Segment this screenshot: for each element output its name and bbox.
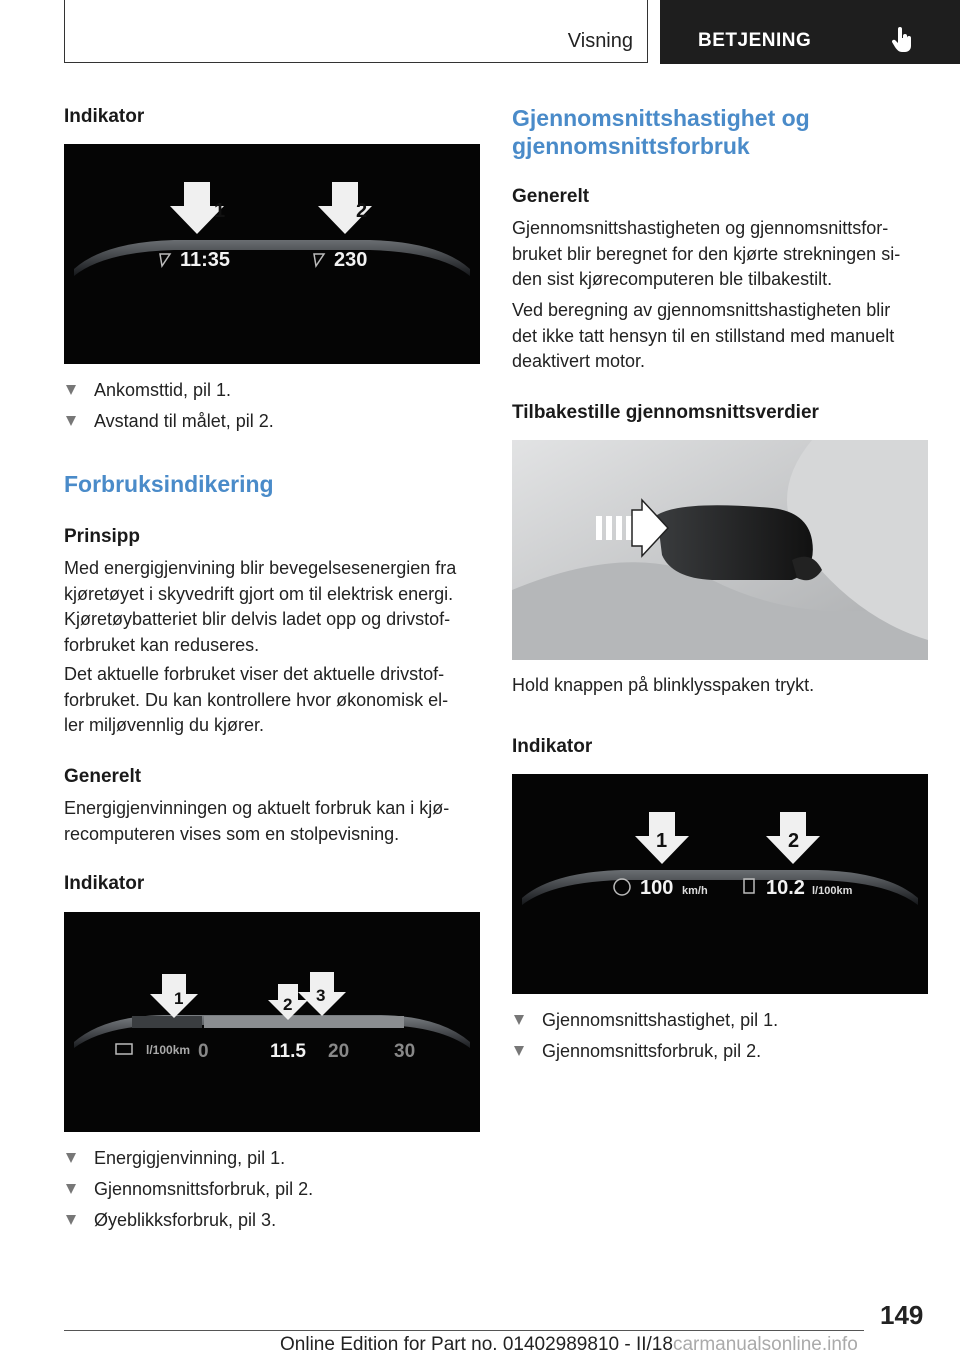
fig2-tick-0: 0: [198, 1041, 209, 1062]
figure-lever-graphic: [512, 440, 928, 660]
figure-arrival-distance-graphic: [64, 144, 480, 364]
list-item: Øyeblikksforbruk, pil 3.: [64, 1208, 276, 1233]
heading-tilbakestille: Tilbakestille gjennomsnittsverdier: [512, 402, 819, 423]
list-item: Gjennomsnittshastighet, pil 1.: [512, 1008, 778, 1033]
fig1-distance: 230: [334, 249, 368, 271]
fig2-arrow1-label: 1: [174, 989, 184, 1008]
fig4-consumption: 10.2: [766, 877, 805, 899]
figure-consumption-graphic: [64, 912, 480, 1132]
consumption-bar: [204, 1016, 404, 1028]
page-number: 149: [880, 1300, 924, 1330]
list-item: Gjennomsnittsforbruk, pil 2.: [64, 1177, 313, 1202]
heading-generelt-right: Generelt: [512, 186, 590, 207]
page-header: [64, 0, 960, 64]
paragraph-generelt-right-2: Ved beregning av gjennomsnittshastigheten blir det ikke tatt hensyn til en stillstand med manuelt deaktivert motor.: [512, 300, 895, 371]
fig1-arrow1-label: 1: [214, 200, 226, 222]
speedometer-icon: [614, 879, 630, 895]
heading-prinsipp: Prinsipp: [64, 526, 141, 547]
fig2-arrow3-label: 3: [316, 986, 326, 1005]
heading-generelt-left: Generelt: [64, 766, 142, 787]
paragraph-generelt-right-1: Gjennomsnittshastigheten og gjennomsnittsfor‐ bruket blir beregnet for den kjørte strekningen si‐ den sist kjørecomputeren ble tilbakestilt.: [512, 218, 901, 289]
fuel-pump-icon: [744, 879, 754, 893]
list-item: Ankomsttid, pil 1.: [64, 378, 231, 403]
hand-pointer-icon: [892, 27, 914, 53]
footer-edition: [280, 1334, 858, 1356]
flag-icon: [160, 254, 170, 266]
fig2-arrow2-label: 2: [283, 995, 293, 1014]
section-title-forbruksindikering: Forbruksindikering: [64, 471, 274, 497]
paragraph-aktuelle: Det aktuelle forbruket viser det aktuelle drivstof‐ forbruket. Du kan kontrollere hvor økonomisk el‐ ler miljøvennlig du kjører.: [64, 664, 449, 735]
figure-arrival-distance: [64, 144, 480, 364]
triangle-bullet-icon: [66, 1215, 76, 1225]
list-item: Gjennomsnittsforbruk, pil 2.: [512, 1039, 761, 1064]
triangle-bullet-icon: [66, 1153, 76, 1163]
fig4-consumption-unit: l/100km: [812, 885, 853, 897]
footer-watermark: carmanualsonline.info: [672, 1334, 858, 1355]
caption-lever: Hold knappen på blinklysspaken trykt.: [512, 675, 815, 695]
figure-average-graphic: [512, 774, 928, 994]
fig2-tick-20: 20: [328, 1041, 350, 1062]
heading-indikator-2: Indikator: [64, 873, 145, 894]
figure-average-speed-consumption: [512, 774, 928, 994]
heading-indikator-1: Indikator: [64, 106, 145, 127]
triangle-bullet-icon: [66, 416, 76, 426]
header-section-box: [64, 0, 648, 63]
fig2-value: 11.5: [270, 1041, 306, 1062]
header-chapter-title: BETJENING: [698, 30, 812, 51]
fig4-arrow2-label: 2: [788, 830, 800, 852]
fig4-arrow1-label: 1: [656, 830, 668, 852]
list-item: Energigjenvinning, pil 1.: [64, 1146, 285, 1171]
footer-divider: [64, 1330, 864, 1331]
list-item: Avstand til målet, pil 2.: [64, 409, 274, 434]
header-chapter-box: [660, 0, 960, 64]
fig2-tick-30: 30: [394, 1041, 416, 1062]
fig1-arrow2-label: 2: [356, 200, 368, 222]
paragraph-generelt-left: Energigjenvinningen og aktuelt forbruk kan i kjø‐ recomputeren vises som en stolpevisning.: [64, 798, 450, 844]
battery-icon: [116, 1044, 132, 1054]
fig2-unit: l/100km: [146, 1043, 191, 1057]
triangle-bullet-icon: [514, 1015, 524, 1025]
fig4-speed-unit: km/h: [682, 885, 708, 897]
triangle-bullet-icon: [66, 385, 76, 395]
paragraph-prinsipp: Med energigjenvining blir bevegelsesenergien fra kjøretøyet i skyvedrift gjort om til elektrisk energi. Kjøretøybatteriet blir delvis ladet opp og drivstof‐ forbruket kan reduseres.: [64, 558, 457, 655]
header-section-title: Visning: [567, 30, 633, 52]
flag-icon: [314, 254, 324, 266]
fig1-time: 11:35: [180, 249, 231, 271]
figure-consumption-bar: [64, 912, 480, 1132]
triangle-bullet-icon: [66, 1184, 76, 1194]
heading-indikator-right: Indikator: [512, 736, 593, 757]
triangle-bullet-icon: [514, 1046, 524, 1056]
section-title-gjennomsnitt: Gjennomsnittshastighet og gjennomsnittsforbruk: [512, 105, 810, 159]
figure-turn-signal-lever: [512, 440, 928, 660]
regen-bar: [132, 1016, 202, 1028]
fig4-speed: 100: [640, 877, 674, 899]
footer-edition-text: Online Edition for Part no. 01402989810 - II/18: [280, 1334, 673, 1355]
